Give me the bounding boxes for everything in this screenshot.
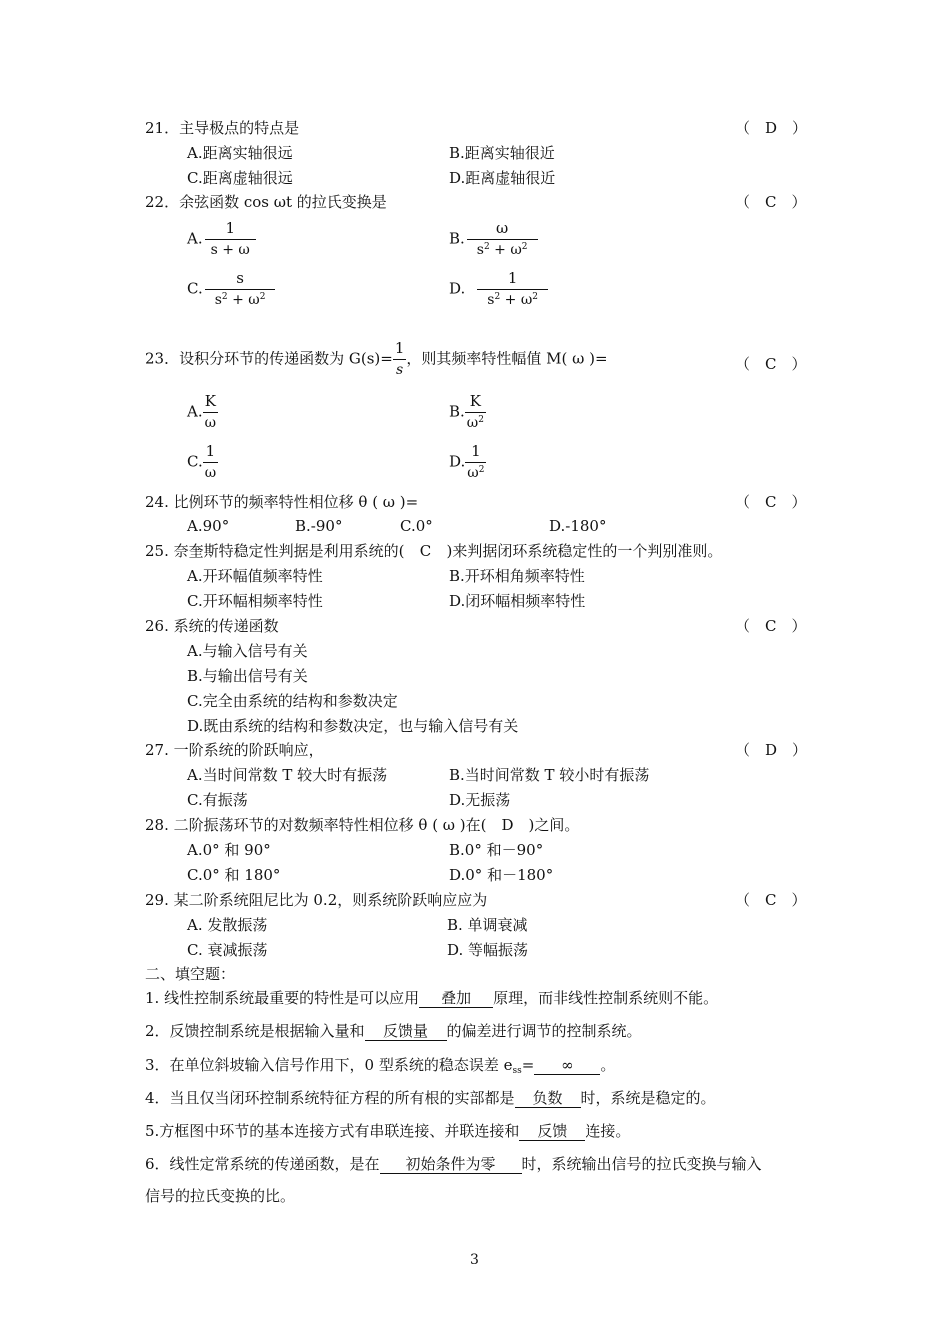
fill-3 [145,1055,615,1075]
fraction-denominator: $\omega^2$ [467,465,485,481]
fraction-numerator: 1 [393,340,407,360]
q24-stem: 24. 比例环节的频率特性相位移 θ ( ω )= [145,493,419,511]
q24-answer: （ C ） [735,493,807,511]
q26-option-d: D.既由系统的结构和参数决定，也与输入信号有关 [187,717,519,735]
fill-5 [145,1121,630,1141]
q23-stem-text-2: ，则其频率特性幅值 M( ω )= [406,349,608,368]
option-label: B. [449,229,465,248]
q27-option-c: C.有振荡 [187,791,248,809]
q27-answer: （ D ） [735,741,808,759]
q22-option-b [449,220,540,259]
fill-2-answer: 反馈量 [365,1022,447,1041]
q23-answer: （ C ） [735,355,807,373]
fill-5-text-2: 连接。 [585,1122,631,1140]
fill-3-equals: = [521,1056,535,1074]
fill-2-text: 2．反馈控制系统是根据输入量和 [145,1022,365,1040]
q26-option-c: C.完全由系统的结构和参数决定 [187,692,398,710]
fill-6-line-2: 信号的拉氏变换的比。 [145,1187,296,1205]
fraction-denominator: s [395,362,404,378]
fraction-numerator: ω [467,220,538,240]
fill-6-text: 6．线性定常系统的传递函数，是在 [145,1155,380,1173]
fill-1 [145,988,718,1008]
q21-answer: （ D ） [735,119,808,137]
q27-option-a: A.当时间常数 T 较大时有振荡 [187,766,388,784]
option-label: B. [449,402,465,421]
option-label: A. [187,229,203,248]
q25-stem-text: 25. 奈奎斯特稳定性判据是利用系统的( [145,542,405,560]
fraction-numerator: 1 [465,443,486,463]
q22-option-d [449,270,550,309]
q25-inline-answer: C [419,542,432,560]
q24-option-c: C.0° [400,517,433,535]
fraction-numerator: s [205,270,276,290]
fill-3-answer: ∞ [534,1056,600,1075]
q26-stem: 26. 系统的传递函数 [145,617,279,635]
q29-option-d: D. 等幅振荡 [447,941,529,959]
option-label: C. [187,279,203,298]
q24-option-b: B.-90° [295,517,343,535]
q28-inline-answer: D [501,816,514,834]
fraction-denominator: $s^2 + \omega^2$ [476,242,528,258]
q25-option-b: B.开环相角频率特性 [449,567,585,585]
option-label: D. [449,452,466,471]
q26-option-b: B.与输出信号有关 [187,667,308,685]
q22-answer: （ C ） [735,193,807,211]
q22-option-c [187,270,277,309]
q23-option-a [187,393,218,432]
q28-stem [145,815,579,835]
fill-6-answer: 初始条件为零 [380,1155,522,1174]
fill-2 [145,1021,642,1041]
q24-option-a: A.90° [187,517,230,535]
q21-option-a: A.距离实轴很远 [187,144,293,162]
q23-option-b [449,393,486,432]
q25-option-a: A.开环幅值频率特性 [187,567,323,585]
q21-option-b: B.距离实轴很近 [449,144,555,162]
q29-option-c: C. 衰减振荡 [187,941,268,959]
fill-5-text: 5.方框图中环节的基本连接方式有串联连接、并联连接和 [145,1122,520,1140]
q26-answer: （ C ） [735,617,807,635]
q25-option-c: C.开环幅相频率特性 [187,592,323,610]
fill-4-text: 4．当且仅当闭环控制系统特征方程的所有根的实部都是 [145,1089,515,1107]
q28-option-d: D.0° 和－180° [449,866,554,884]
q25-stem-text-2: )来判据闭环系统稳定性的一个判别准则。 [446,542,723,560]
fraction-denominator: $s^2 + \omega^2$ [214,292,266,308]
q28-stem-text: 28. 二阶振荡环节的对数频率特性相位移 θ ( ω )在( [145,816,487,834]
q28-option-b: B.0° 和－90° [449,841,544,859]
option-label: C. [187,452,203,471]
q21-option-c: C.距离虚轴很远 [187,169,293,187]
q22-stem: 22．余弦函数 cos ωt 的拉氏变换是 [145,193,387,211]
fraction-numerator: 1 [477,270,548,290]
option-label: D. [449,279,466,298]
fill-3-text-2: 。 [600,1056,616,1074]
q29-answer: （ C ） [735,891,807,909]
fill-3-text: 3．在单位斜坡输入信号作用下，0 型系统的稳态误差 e [145,1056,513,1074]
q28-stem-text-2: )之间。 [528,816,580,834]
q21-stem: 21．主导极点的特点是 [145,119,300,137]
q29-option-a: A. 发散振荡 [187,916,268,934]
fraction-denominator: s + ω [210,242,250,258]
q23-option-c [187,443,218,482]
q21-option-d: D.距离虚轴很近 [449,169,556,187]
fill-2-text-2: 的偏差进行调节的控制系统。 [446,1022,642,1040]
fraction-numerator: 1 [205,220,256,240]
q24-option-d: D.-180° [549,517,607,535]
fill-4 [145,1088,716,1108]
fraction-denominator: ω [204,465,217,481]
fill-5-answer: 反馈 [519,1122,585,1141]
q27-stem: 27. 一阶系统的阶跃响应， [145,741,324,759]
section-heading: 二、填空题： [145,965,236,983]
page-number: 3 [470,1252,479,1268]
q26-option-a: A.与输入信号有关 [187,642,308,660]
q23-stem-text: 23．设积分环节的传递函数为 G(s)= [145,349,393,368]
q25-option-d: D.闭环幅相频率特性 [449,592,586,610]
fill-6-text-2: 时，系统输出信号的拉氏变换与输入 [521,1155,762,1173]
fraction-denominator: $s^2 + \omega^2$ [487,292,538,308]
fill-4-answer: 负数 [515,1089,581,1108]
q28-option-a: A.0° 和 90° [187,841,271,859]
fill-3-subscript: ss [512,1066,522,1076]
q27-option-b: B.当时间常数 T 较小时有振荡 [449,766,650,784]
fraction-numerator: K [465,393,486,413]
q29-stem: 29. 某二阶系统阻尼比为 0.2，则系统阶跃响应应为 [145,891,488,909]
q23-stem [145,340,608,379]
fraction-numerator: 1 [203,443,218,463]
q23-option-d [449,443,486,482]
fill-4-text-2: 时，系统是稳定的。 [580,1089,716,1107]
q29-option-b: B. 单调衰减 [447,916,528,934]
fraction-denominator: ω [204,415,217,431]
option-label: A. [187,402,203,421]
q28-option-c: C.0° 和 180° [187,866,281,884]
fill-1-text: 1. 线性控制系统最重要的特性是可以应用 [145,989,420,1007]
fill-1-answer: 叠加 [419,989,493,1008]
q27-option-d: D.无振荡 [449,791,511,809]
fill-6 [145,1154,762,1174]
fill-1-text-2: 原理，而非线性控制系统则不能。 [493,989,719,1007]
fraction-denominator: $\omega^2$ [466,415,484,431]
fraction-numerator: K [203,393,218,413]
q25-stem [145,541,722,561]
q22-option-a [187,220,258,259]
